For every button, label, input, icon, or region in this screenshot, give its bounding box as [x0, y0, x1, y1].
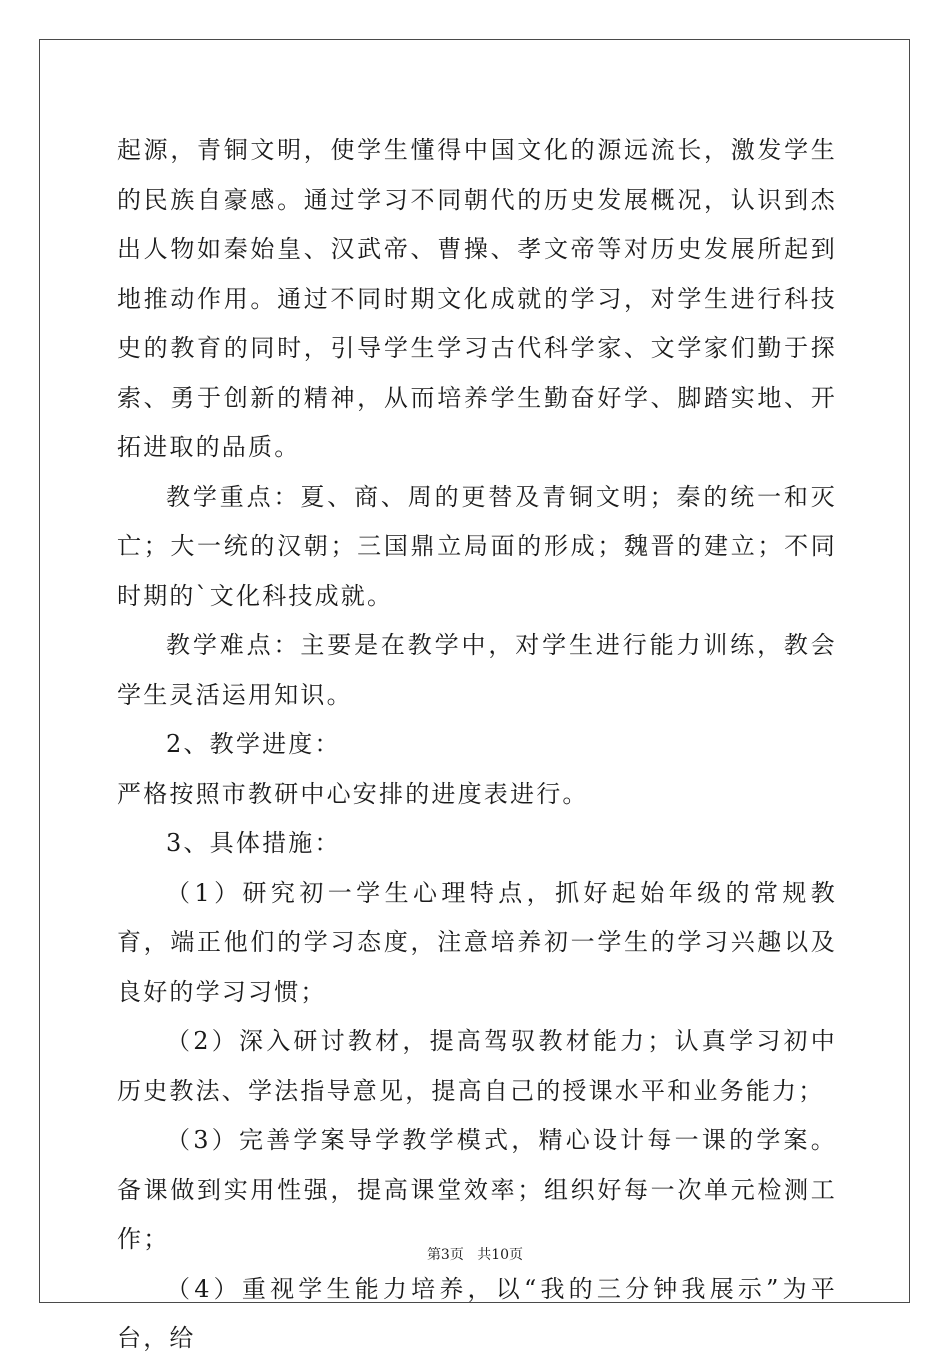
paragraph-intro: 起源，青铜文明，使学生懂得中国文化的源远流长，激发学生的民族自豪感。通过学习不同朝代的历史发展概况，认识到杰出人物如秦始皇、汉武帝、曹操、孝文帝等对历史发展所起到地推动作用。通过不同时期文化成就的学习，对学生进行科技史的教育的同时，引导学生学习古代科学家、文学家们勤于探索、勇于创新的精神，从而培养学生勤奋好学、脚踏实地、开拓进取的品质。 [117, 136, 837, 461]
measure-item-3: （3）完善学案导学教学模式，精心设计每一课的学案。备课做到实用性强，提高课堂效率；组织好每一次单元检测工作； [117, 1126, 837, 1253]
footer-separator [464, 1247, 477, 1263]
paragraph-key-points: 教学重点：夏、商、周的更替及青铜文明；秦的统一和灭亡；大一统的汉朝；三国鼎立局面的形成；魏晋的建立；不同时期的`文化科技成就。 [117, 482, 837, 610]
measure-item-1: （1）研究初一学生心理特点，抓好起始年级的常规教育，端正他们的学习态度，注意培养初一学生的学习兴趣以及良好的学习习惯； [117, 878, 837, 1006]
document-body [117, 126, 837, 1364]
measure-item-4: （4）重视学生能力培养，以“我的三分钟我展示”为平台，给 [117, 1274, 837, 1352]
page-total: 共10页 [477, 1247, 524, 1263]
page-number: 第3页 [426, 1247, 464, 1263]
page-footer [0, 1244, 950, 1264]
measure-item-2: （2）深入研讨教材，提高驾驭教材能力；认真学习初中历史教法、学法指导意见，提高自己的授课水平和业务能力； [117, 1027, 837, 1105]
heading-measures: 3、具体措施： [166, 829, 341, 857]
paragraph-progress: 严格按照市教研中心安排的进度表进行。 [117, 779, 589, 808]
heading-progress: 2、教学进度： [166, 730, 341, 758]
paragraph-difficulties: 教学难点：主要是在教学中，对学生进行能力训练，教会学生灵活运用知识。 [117, 631, 837, 709]
